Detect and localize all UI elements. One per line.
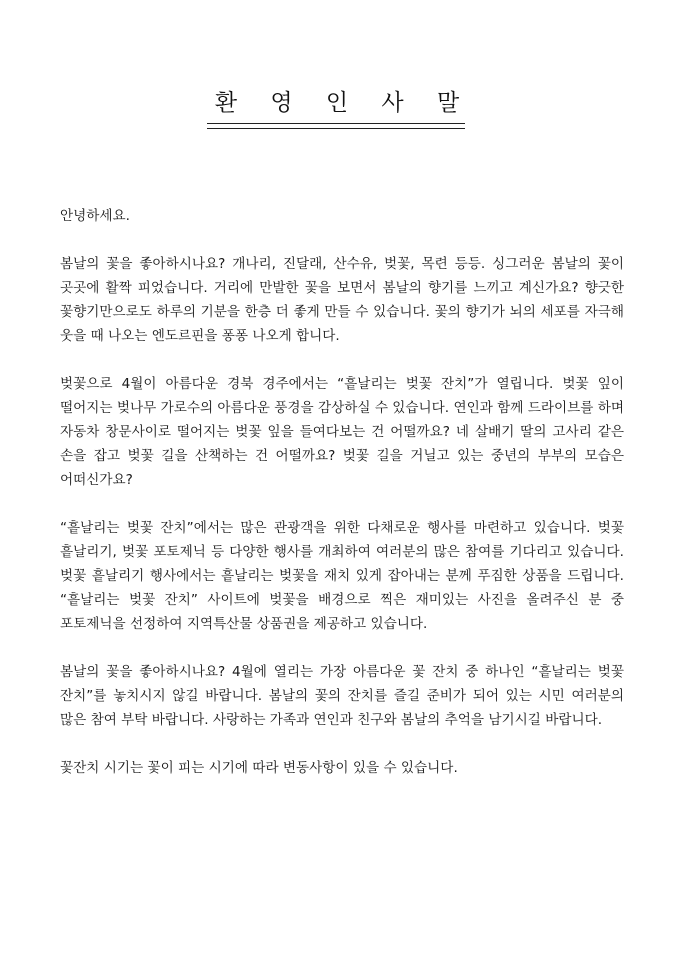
document-body — [60, 204, 624, 804]
cherry-blossom-festival-paragraph: 벚꽃으로 4월이 아름다운 경북 경주에서는 “흩날리는 벚꽃 잔치”가 열립니다. 벚꽃 잎이 떨어지는 벚나무 가로수의 아름다운 풍경을 감상하실 수 있습니다. 연인과 함께 드라이브를 하며 자동차 창문사이로 떨어지는 벚꽃 잎을 들여다보는 건 어떨까요? 네 살배기 딸의 고사리 같은 손을 잡고 벚꽃 길을 산책하는 건 어떨까요? 벚꽃 길을 거닐고 있는 중년의 부부의 모습은 어떠신가요? — [60, 376, 624, 488]
title-double-underline — [207, 123, 465, 129]
greeting-paragraph: 안녕하세요. — [60, 208, 130, 224]
festival-events-paragraph: “흩날리는 벚꽃 잔치”에서는 많은 관광객을 위한 다채로운 행사를 마련하고 있습니다. 벚꽃 흩날리기, 벚꽃 포토제닉 등 다양한 행사를 개최하여 여러분의 많은 참여를 기다리고 있습니다. 벚꽃 흩날리기 행사에서는 흩날리는 벚꽃을 재치 있게 잡아내는 분께 푸짐한 상품을 드립니다. “흩날리는 벚꽃 잔치” 사이트에 벚꽃을 배경으로 찍은 재미있는 사진을 올려주신 분 중 포토제닉을 선정하여 지역특산물 상품권을 제공하고 있습니다. — [60, 520, 624, 632]
title-container — [0, 88, 680, 118]
invitation-paragraph: 봄날의 꽃을 좋아하시나요? 4월에 열리는 가장 아름다운 꽃 잔치 중 하나인 “흩날리는 벚꽃 잔치”를 놓치시지 않길 바랍니다. 봄날의 꽃의 잔치를 즐길 준비가 되어 있는 시민 여러분의 많은 참여 부탁 바랍니다. 사랑하는 가족과 연인과 친구와 봄날의 추억을 남기시길 바랍니다. — [60, 664, 624, 728]
document-title: 환 영 인 사 말 — [214, 90, 466, 116]
spring-flowers-paragraph: 봄날의 꽃을 좋아하시나요? 개나리, 진달래, 산수유, 벚꽃, 목련 등등. 싱그러운 봄날의 꽃이 곳곳에 활짝 피었습니다. 거리에 만발한 꽃을 보면서 봄날의 향기를 느끼고 계신가요? 향긋한 꽃향기만으로도 하루의 기분을 한층 더 좋게 만들 수 있습니다. 꽃의 향기가 뇌의 세포를 자극해 웃을 때 나오는 엔도르핀을 퐁퐁 나오게 합니다. — [60, 256, 624, 344]
schedule-notice-paragraph: 꽃잔치 시기는 꽃이 피는 시기에 따라 변동사항이 있을 수 있습니다. — [60, 760, 458, 776]
